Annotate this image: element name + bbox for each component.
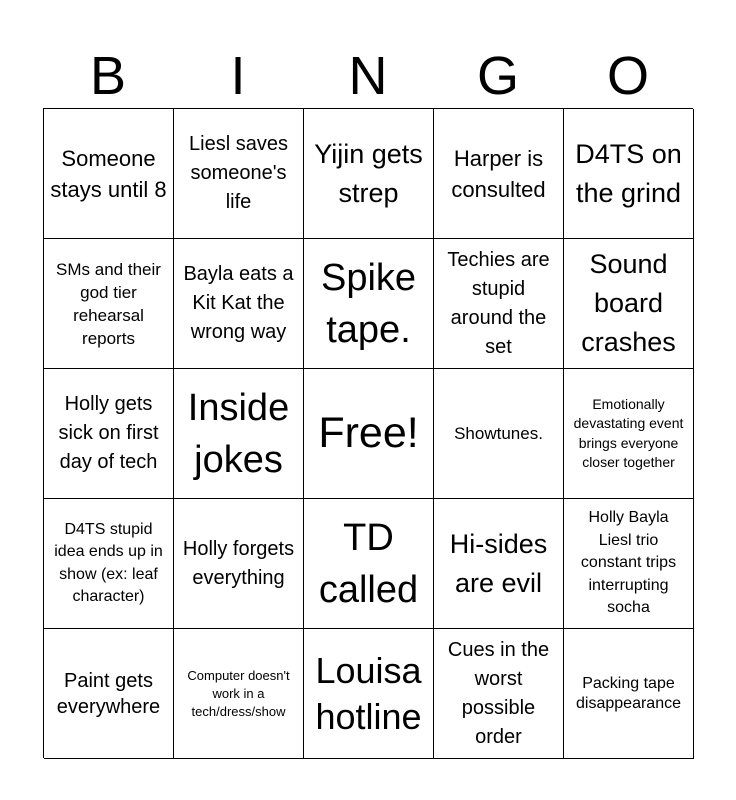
bingo-cell-r4c2[interactable] — [174, 499, 304, 629]
cell-text: Holly forgets everything — [182, 537, 295, 589]
cell-text: TD called — [318, 516, 419, 611]
bingo-cell-r5c5[interactable] — [564, 629, 694, 759]
bingo-cell-r3c4[interactable] — [434, 369, 564, 499]
cell-text: Techies are stupid around the set — [447, 248, 550, 358]
cell-text: Someone stays until 8 — [50, 145, 167, 202]
cell-text: Spike tape. — [320, 256, 417, 351]
cell-text: D4TS on the grind — [575, 138, 682, 208]
cell-text: Holly gets sick on first day of tech — [58, 393, 159, 473]
cell-text: Free! — [318, 409, 419, 457]
bingo-cell-free[interactable] — [304, 369, 434, 499]
bingo-cell-r2c4[interactable] — [434, 239, 564, 369]
bingo-cell-r1c3[interactable] — [304, 109, 434, 239]
cell-text: Computer doesn't work in a tech/dress/show — [187, 667, 290, 719]
header-letter-b: B — [89, 46, 127, 106]
bingo-header — [43, 44, 693, 108]
bingo-grid — [43, 108, 693, 758]
bingo-cell-r1c1[interactable] — [44, 109, 174, 239]
bingo-cell-r2c1[interactable] — [44, 239, 174, 369]
bingo-cell-r1c5[interactable] — [564, 109, 694, 239]
cell-text: Yijin gets strep — [314, 138, 423, 208]
header-letter-g: G — [476, 46, 519, 106]
header-letter-i: I — [230, 46, 246, 106]
cell-text: Liesl saves someone's life — [189, 133, 288, 213]
bingo-cell-r3c2[interactable] — [174, 369, 304, 499]
bingo-cell-r5c2[interactable] — [174, 629, 304, 759]
cell-text: Emotionally devastating event brings everyone closer together — [573, 395, 684, 470]
header-letter-o: O — [606, 46, 649, 106]
cell-text: Hi-sides are evil — [449, 528, 548, 598]
cell-text: Harper is consulted — [451, 145, 546, 202]
cell-text: Packing tape disappearance — [576, 674, 681, 712]
cell-text: Showtunes. — [454, 424, 543, 443]
bingo-cell-r4c1[interactable] — [44, 499, 174, 629]
bingo-cell-r2c2[interactable] — [174, 239, 304, 369]
cell-text: Louisa hotline — [315, 649, 422, 737]
cell-text: Bayla eats a Kit Kat the wrong way — [183, 263, 294, 343]
header-letter-n: N — [348, 46, 388, 106]
bingo-cell-r3c1[interactable] — [44, 369, 174, 499]
bingo-cell-r2c5[interactable] — [564, 239, 694, 369]
cell-text: Paint gets everywhere — [56, 669, 161, 718]
cell-text: Holly Bayla Liesl trio constant trips interrupting socha — [580, 509, 677, 617]
cell-text: Sound board crashes — [581, 249, 676, 357]
bingo-cell-r5c1[interactable] — [44, 629, 174, 759]
bingo-cell-r3c5[interactable] — [564, 369, 694, 499]
cell-text: D4TS stupid idea ends up in show (ex: leaf character) — [54, 520, 163, 605]
cell-text: SMs and their god tier rehearsal reports — [56, 259, 161, 348]
bingo-cell-r1c4[interactable] — [434, 109, 564, 239]
bingo-cell-r4c4[interactable] — [434, 499, 564, 629]
bingo-cell-r5c3[interactable] — [304, 629, 434, 759]
cell-text: Inside jokes — [187, 386, 290, 481]
bingo-cell-r5c4[interactable] — [434, 629, 564, 759]
bingo-cell-r2c3[interactable] — [304, 239, 434, 369]
cell-text: Cues in the worst possible order — [447, 638, 550, 748]
bingo-cell-r4c3[interactable] — [304, 499, 434, 629]
bingo-cell-r4c5[interactable] — [564, 499, 694, 629]
bingo-cell-r1c2[interactable] — [174, 109, 304, 239]
